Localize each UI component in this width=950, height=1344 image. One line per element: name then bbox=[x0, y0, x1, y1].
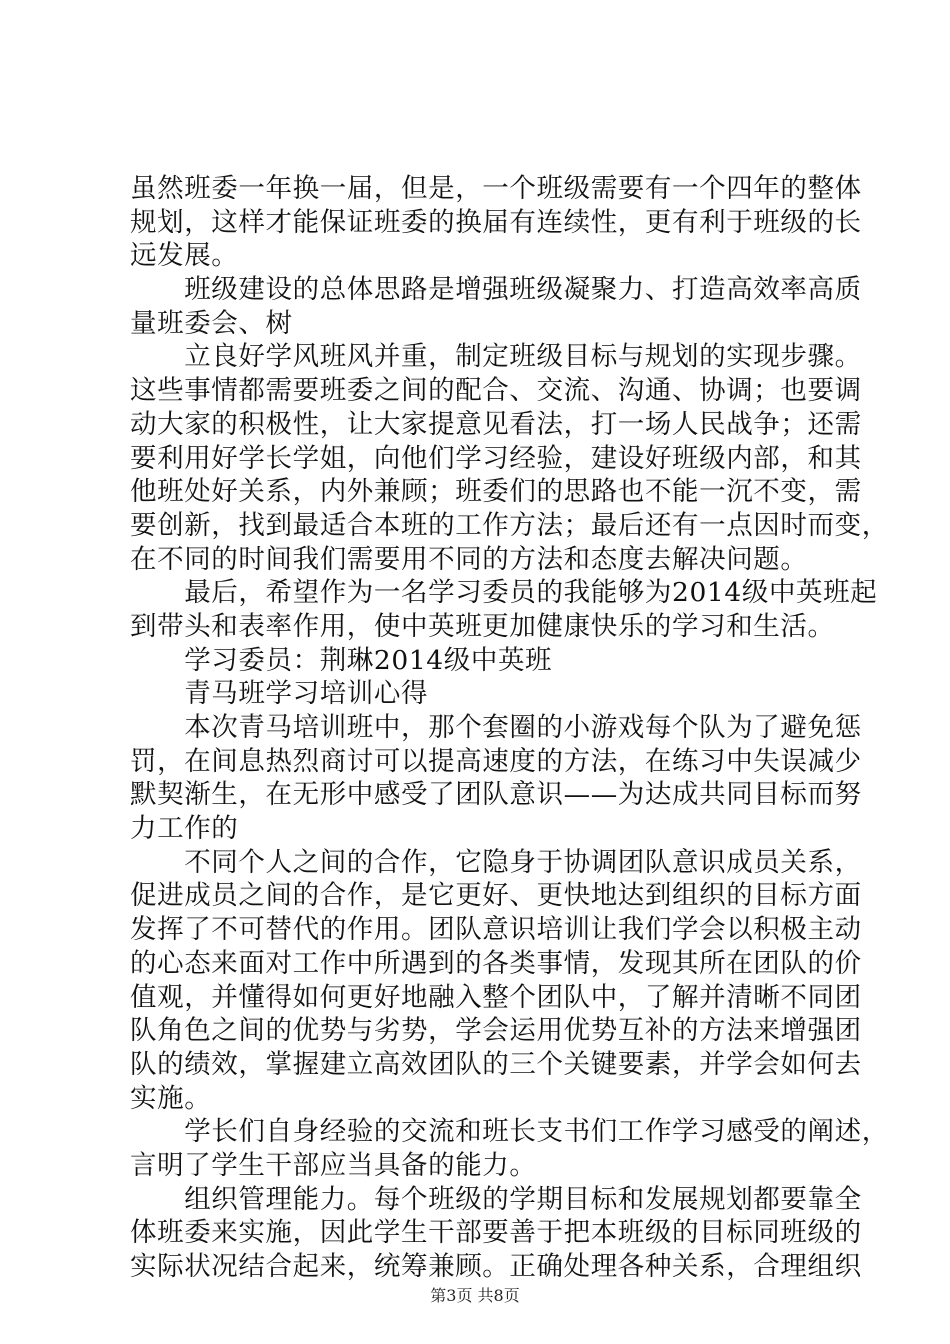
text-line: 学长们自身经验的交流和班长支书们工作学习感受的阐述， bbox=[130, 1116, 889, 1148]
text-line: 到带头和表率作用，使中英班更加健康快乐的学习和生活。 bbox=[130, 610, 835, 642]
body-text bbox=[130, 172, 889, 1284]
text-line: 罚，在间息热烈商讨可以提高速度的方法，在练习中失误减少 bbox=[130, 745, 862, 777]
text-line: 他班处好关系，内外兼顾；班委们的思路也不能一沉不变，需 bbox=[130, 476, 862, 508]
text-line: 规划，这样才能保证班委的换届有连续性，更有利于班级的长 bbox=[130, 206, 862, 238]
text-line: 队角色之间的优势与劣势，学会运用优势互补的方法来增强团 bbox=[130, 1015, 862, 1047]
text-line: 言明了学生干部应当具备的能力。 bbox=[130, 1149, 537, 1181]
text-line: 这些事情都需要班委之间的配合、交流、沟通、协调；也要调 bbox=[130, 375, 862, 407]
text-line: 队的绩效，掌握建立高效团队的三个关键要素，并学会如何去 bbox=[130, 1048, 862, 1080]
text-line: 在不同的时间我们需要用不同的方法和态度去解决问题。 bbox=[130, 543, 808, 575]
text-line: 量班委会、树 bbox=[130, 307, 293, 339]
text-line: 默契渐生，在无形中感受了团队意识——为达成共同目标而努 bbox=[130, 779, 862, 811]
text-line: 虽然班委一年换一届，但是，一个班级需要有一个四年的整体 bbox=[130, 173, 862, 204]
text-line: 实施。 bbox=[130, 1082, 212, 1114]
text-line: 远发展。 bbox=[130, 240, 239, 272]
text-line: 促进成员之间的合作，是它更好、更快地达到组织的目标方面 bbox=[130, 880, 862, 912]
text-line: 实际状况结合起来，统筹兼顾。正确处理各种关系，合理组织 bbox=[130, 1251, 862, 1282]
text-line: 立良好学风班风并重，制定班级目标与规划的实现步骤。 bbox=[130, 341, 862, 373]
text-line: 力工作的 bbox=[130, 813, 239, 845]
text-line: 值观，并懂得如何更好地融入整个团队中，了解并清晰不同团 bbox=[130, 981, 862, 1013]
text-line: 最后，希望作为一名学习委员的我能够为2014级中英班起 bbox=[130, 577, 878, 609]
text-line: 的心态来面对工作中所遇到的各类事情，发现其所在团队的价 bbox=[130, 947, 862, 979]
text-line: 班级建设的总体思路是增强班级凝聚力、打造高效率高质 bbox=[130, 274, 862, 306]
text-line: 本次青马培训班中，那个套圈的小游戏每个队为了避免惩 bbox=[130, 712, 862, 743]
text-line: 要创新，找到最适合本班的工作方法；最后还有一点因时而变， bbox=[130, 509, 889, 541]
text-line: 学习委员：荆琳2014级中英班 bbox=[130, 644, 553, 676]
text-line: 组织管理能力。每个班级的学期目标和发展规划都要靠全 bbox=[130, 1183, 862, 1215]
text-line: 动大家的积极性，让大家提意见看法，打一场人民战争；还需 bbox=[130, 408, 862, 440]
text-line: 不同个人之间的合作，它隐身于协调团队意识成员关系， bbox=[130, 846, 862, 878]
text-line: 发挥了不可替代的作用。团队意识培训让我们学会以积极主动 bbox=[130, 914, 862, 946]
text-line: 要利用好学长学姐，向他们学习经验，建设好班级内部，和其 bbox=[130, 442, 862, 474]
page-footer: 第3页 共8页 bbox=[430, 1286, 520, 1305]
text-line: 青马班学习培训心得 bbox=[130, 678, 429, 710]
text-line: 体班委来实施，因此学生干部要善于把本班级的目标同班级的 bbox=[130, 1217, 862, 1249]
